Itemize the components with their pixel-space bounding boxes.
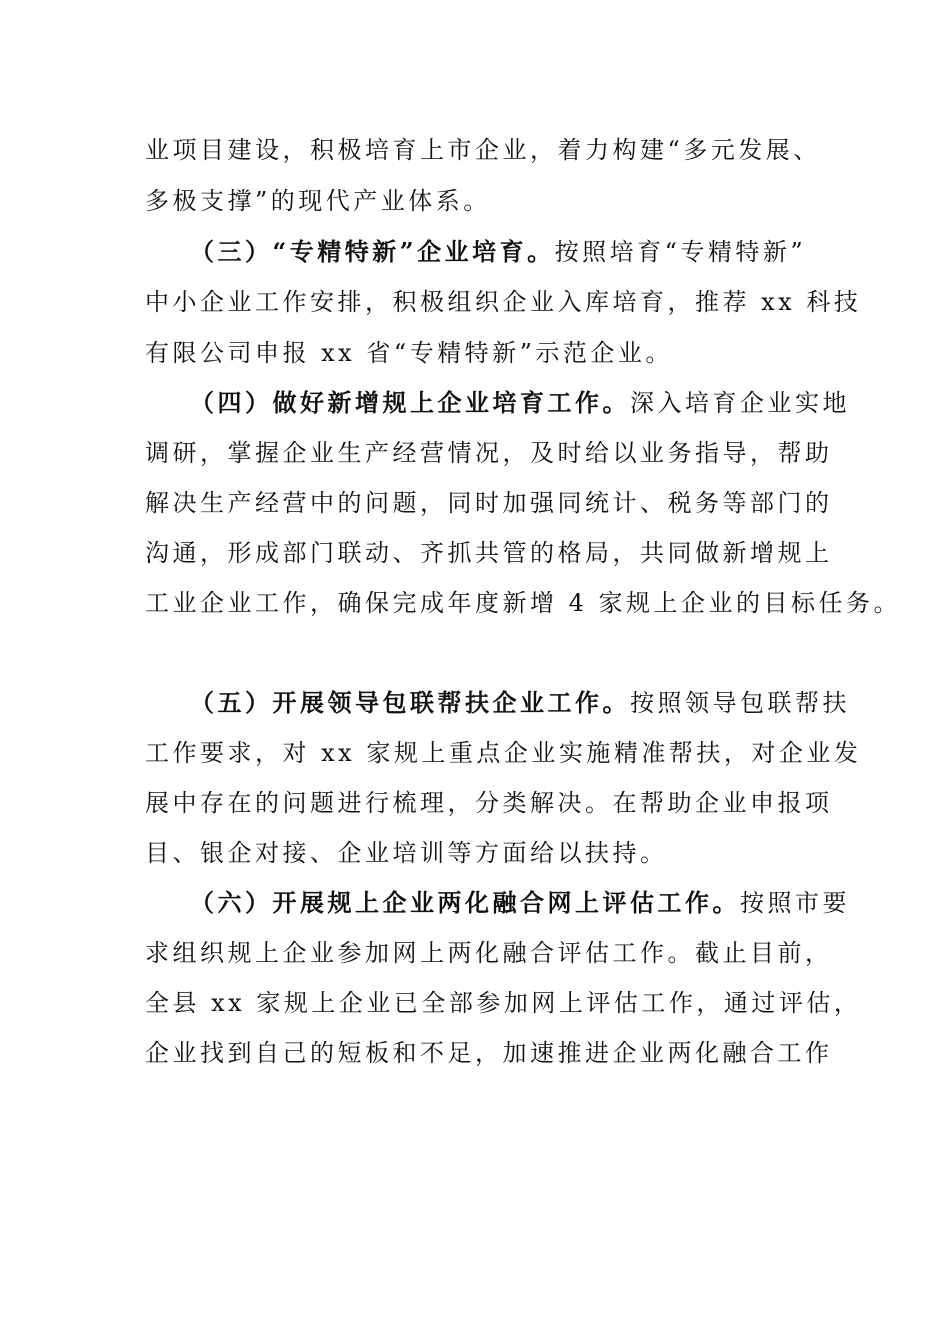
body-text: 全县 xx 家规上企业已全部参加网上评估工作，通过评估，	[145, 989, 862, 1017]
body-text: 调研，掌握企业生产经营情况，及时给以业务指导，帮助	[145, 439, 833, 467]
body-text: 按照领导包联帮扶	[630, 689, 850, 717]
section-heading-5: （五）开展领导包联帮扶企业工作。	[190, 688, 630, 717]
paragraph-line	[190, 388, 850, 418]
body-text: 企业找到自己的短板和不足，加速推进企业两化融合工作	[145, 1039, 833, 1067]
paragraph-line	[145, 988, 861, 1018]
section-heading-4: （四）做好新增规上企业培育工作。	[190, 388, 630, 417]
paragraph-line	[145, 838, 668, 868]
body-text: 工业企业工作，确保完成年度新增 4 家规上企业的目标任务。	[145, 589, 902, 617]
section-heading-3: （三）“专精特新”企业培育。	[190, 237, 555, 266]
body-text: 求组织规上企业参加网上两化融合评估工作。截止目前，	[145, 939, 833, 967]
body-text: 中小企业工作安排，积极组织企业入库培育，推荐 xx 科技	[145, 288, 862, 316]
paragraph-line	[190, 237, 806, 267]
paragraph-line	[145, 588, 901, 618]
body-text: 展中存在的问题进行梳理，分类解决。在帮助企业申报项	[145, 789, 833, 817]
paragraph-line	[145, 287, 861, 317]
paragraph-line	[145, 538, 833, 568]
body-text: 多极支撑”的现代产业体系。	[145, 187, 491, 215]
section-heading-6: （六）开展规上企业两化融合网上评估工作。	[190, 888, 740, 917]
body-text: 沟通，形成部门联动、齐抓共管的格局，共同做新增规上	[145, 539, 833, 567]
body-text: 按照培育“专精特新”	[554, 238, 807, 266]
paragraph-line	[145, 438, 833, 468]
paragraph-line	[145, 186, 491, 216]
body-text: 深入培育企业实地	[630, 389, 850, 417]
paragraph-line	[145, 788, 833, 818]
paragraph-line	[190, 688, 850, 718]
body-text: 工作要求，对 xx 家规上重点企业实施精准帮扶，对企业发	[145, 739, 862, 767]
body-text: 有限公司申报 xx 省“专精特新”示范企业。	[145, 339, 673, 367]
body-text: 解决生产经营中的问题，同时加强同统计、税务等部门的	[145, 489, 833, 517]
paragraph-line	[145, 135, 821, 165]
paragraph-line	[145, 1038, 833, 1068]
paragraph-line	[145, 938, 833, 968]
body-text: 目、银企对接、企业培训等方面给以扶持。	[145, 839, 668, 867]
paragraph-line	[145, 338, 673, 368]
paragraph-line	[190, 888, 850, 918]
body-text: 业项目建设，积极培育上市企业，着力构建“多元发展、	[145, 136, 821, 164]
paragraph-line	[145, 738, 861, 768]
body-text: 按照市要	[740, 889, 850, 917]
paragraph-line	[145, 488, 833, 518]
